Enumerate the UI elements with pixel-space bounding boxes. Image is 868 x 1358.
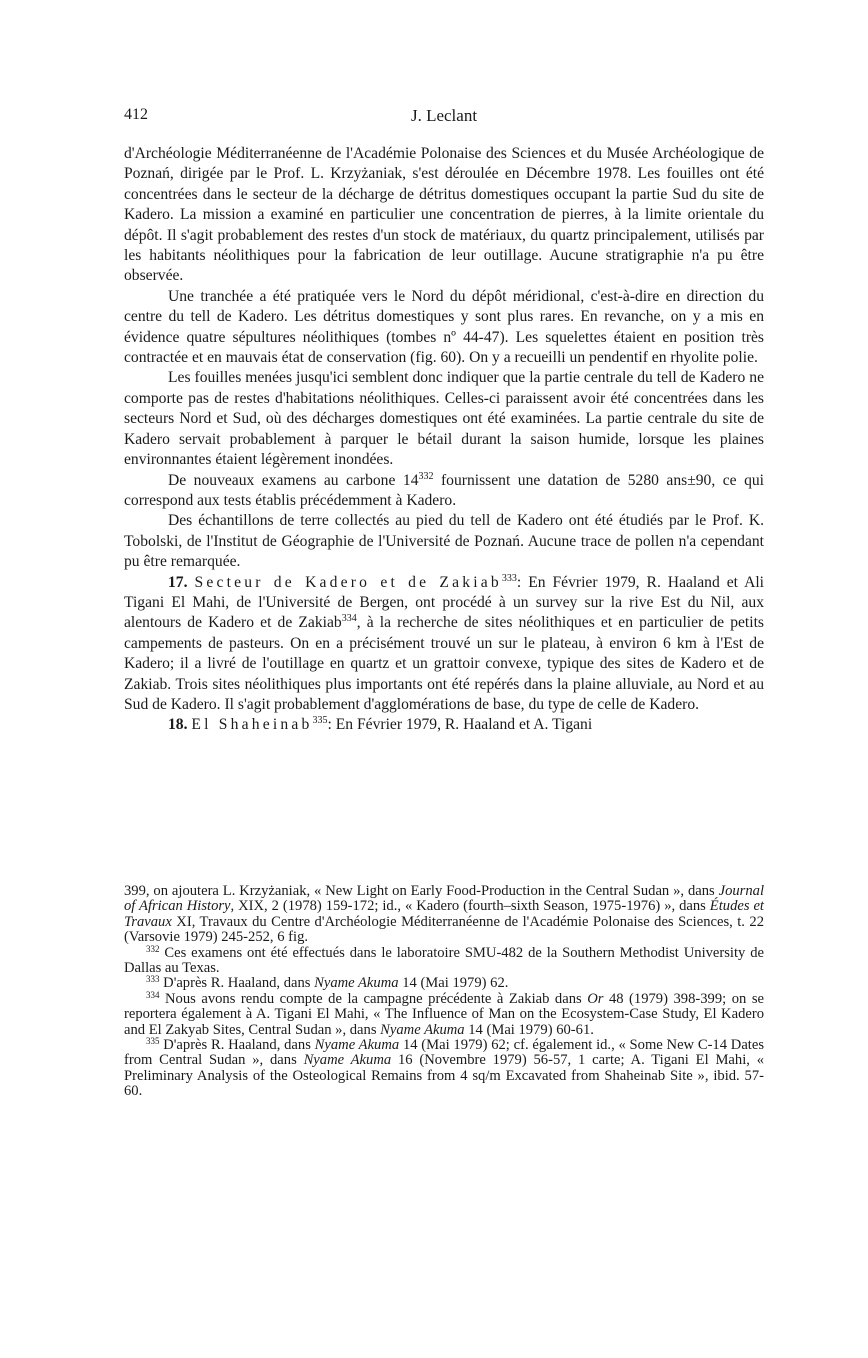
footnote-ref: 335 [312, 715, 328, 727]
paragraph: Des échantillons de terre collectés au pied du tell de Kadero ont été étudiés par le Prof. K. Tobolski, de l'Institut de Géographie de l'Université de Poznań. Aucune trace de pollen n'a cependant pu être remarquée. [124, 512, 764, 571]
footnote-number: 334 [146, 989, 160, 1000]
text-segment: fournissent une datation de 5280 ans±90, ce qui correspond aux tests établis précédemment à Kadero. [124, 471, 765, 509]
footnotes [124, 884, 764, 1100]
text-segment: D'après R. Haaland, dans [159, 975, 315, 992]
section-heading: El Shaheinab [191, 716, 313, 734]
footnote-ref: 332 [418, 470, 434, 482]
section-number: 17. [168, 573, 188, 591]
text-segment: 14 (Mai 1979) 62. [398, 975, 509, 992]
text-segment: , XIX, 2 (1978) 159-172; id., « Kadero (fourth–sixth Season, 1975-1976) », dans [230, 898, 710, 915]
journal-title: Nyame Akuma [303, 1052, 392, 1069]
journal-title: Nyame Akuma [314, 975, 399, 992]
text-segment: : En Février 1979, R. Haaland et A. Tigani [327, 716, 593, 734]
journal-title: Nyame Akuma [314, 1037, 400, 1054]
paragraph: Les fouilles menées jusqu'ici semblent donc indiquer que la partie centrale du tell de Kadero ne comporte pas de restes d'habitations néolithiques. Celles-ci paraissent avoir été concentrées dans les secteurs Nord et Sud, où des décharges domestiques ont été examinées. La partie centrale du site de Kadero servait probablement à parquer le bétail durant la saison humide, lorsque les plaines environnantes étaient légèrement inondées. [124, 369, 764, 469]
footnote-335 [124, 1038, 764, 1100]
text-segment: 48 (1979) 398-399; on se reportera également à A. Tigani El Mahi, « The Influence of Man on the Ecosystem-Case Study, El Kadero and El Zakyab Sites, Central Sudan », dans [124, 990, 764, 1038]
footnote-number: 335 [146, 1036, 160, 1047]
journal-title: Or [587, 990, 604, 1007]
text-segment: 399, on ajoutera L. Krzyżaniak, « New Light on Early Food-Production in the Central Sudan », dans [124, 883, 719, 899]
text-segment: 16 (Novembre 1979) 56-57, 1 carte; A. Tigani El Mahi, « Preliminary Analysis of the Osteological Remains from 4 sq/m Excavated from Shaheinab Site », ibid. 57-60. [124, 1052, 765, 1100]
section-number: 18. [168, 716, 188, 734]
footnote-number: 333 [146, 974, 160, 985]
text-segment: D'après R. Haaland, dans [159, 1037, 315, 1054]
footnote-333 [124, 976, 764, 991]
main-text [124, 144, 764, 736]
running-head: J. Leclant [410, 106, 478, 125]
text-segment: Nous avons rendu compte de la campagne précédente à Zakiab dans [159, 990, 588, 1007]
footnote-ref: 333 [501, 572, 517, 584]
text-segment: , à la recherche de sites néolithiques et en particulier de petits campements de pasteurs. On en a précisément trouvé un sur le plateau, à environ 6 km à l'Est de Kadero; il a livré de l'outillage en quartz et un grattoir convexe, typique des sites de Kadero et de Zakiab. Trois sites néolithiques plus importants ont été repérés dans la plaine alluviale, au Nord et au Sud de Kadero. Il s'agit probablement d'agglomérations de base, du type de celle de Kadero. [124, 614, 764, 713]
section-heading: Secteur de Kadero et de Zakiab [194, 573, 502, 591]
page-number: 412 [124, 106, 148, 123]
journal-title: Nyame Akuma [380, 1021, 465, 1038]
paragraph: Une tranchée a été pratiquée vers le Nord du dépôt méridional, c'est-à-dire en direction du centre du tell de Kadero. Les détritus domestiques y sont plus rares. En revanche, on y a mis en évidence quatre sépultures néolithiques (tombes nº 44-47). Les squelettes étaient en position très contractée et en mauvais état de conservation (fig. 60). On y a recueilli un pendentif en rhyolite polie. [124, 287, 764, 367]
text-segment: De nouveaux examens au carbone 14 [168, 471, 419, 489]
footnote-continued [124, 884, 764, 946]
section-17 [124, 573, 764, 716]
text-segment: 14 (Mai 1979) 62; cf. également id., « Some New C-14 Dates from Central Sudan », dans [124, 1037, 765, 1069]
journal-title: Journal of African History [124, 883, 764, 915]
paragraph [124, 471, 764, 512]
journal-title: Études et Travaux [124, 898, 764, 930]
text-segment: 14 (Mai 1979) 60-61. [464, 1021, 594, 1038]
section-18 [124, 715, 764, 735]
paragraph: d'Archéologie Méditerranéenne de l'Académie Polonaise des Sciences et du Musée Archéologique de Poznań, dirigée par le Prof. L. Krzyżaniak, s'est déroulée en Décembre 1978. Les fouilles ont été concentrées dans le secteur de la décharge de détritus domestiques occupant la partie Sud du site de Kadero. La mission a examiné en particulier une concentration de pierres, à la limite orientale du dépôt. Il s'agit probablement des restes d'un stock de matériaux, du quartz principalement, utilisés par les habitants néolithiques pour la fabrication de leur outillage. Aucune stratigraphie n'a pu être observée. [124, 145, 764, 285]
footnote-number: 332 [146, 943, 160, 954]
text-segment: : En Février 1979, R. Haaland et Ali Tigani El Mahi, de l'Université de Bergen, ont procédé à un survey sur la rive Est du Nil, aux alentours de Kadero et de Zakiab [124, 573, 764, 632]
footnote-332 [124, 943, 764, 977]
page-header [124, 106, 764, 128]
text-segment: XI, Travaux du Centre d'Archéologie Méditerranéenne de l'Académie Polonaise des Sciences, t. 22 (Varsovie 1979) 245-252, 6 fig. [124, 913, 764, 946]
footnote-ref: 334 [341, 613, 357, 625]
footnote-334 [124, 989, 764, 1038]
text-segment: Ces examens ont été effectués dans le laboratoire SMU-482 de la Southern Methodist University de Dallas au Texas. [124, 944, 764, 977]
